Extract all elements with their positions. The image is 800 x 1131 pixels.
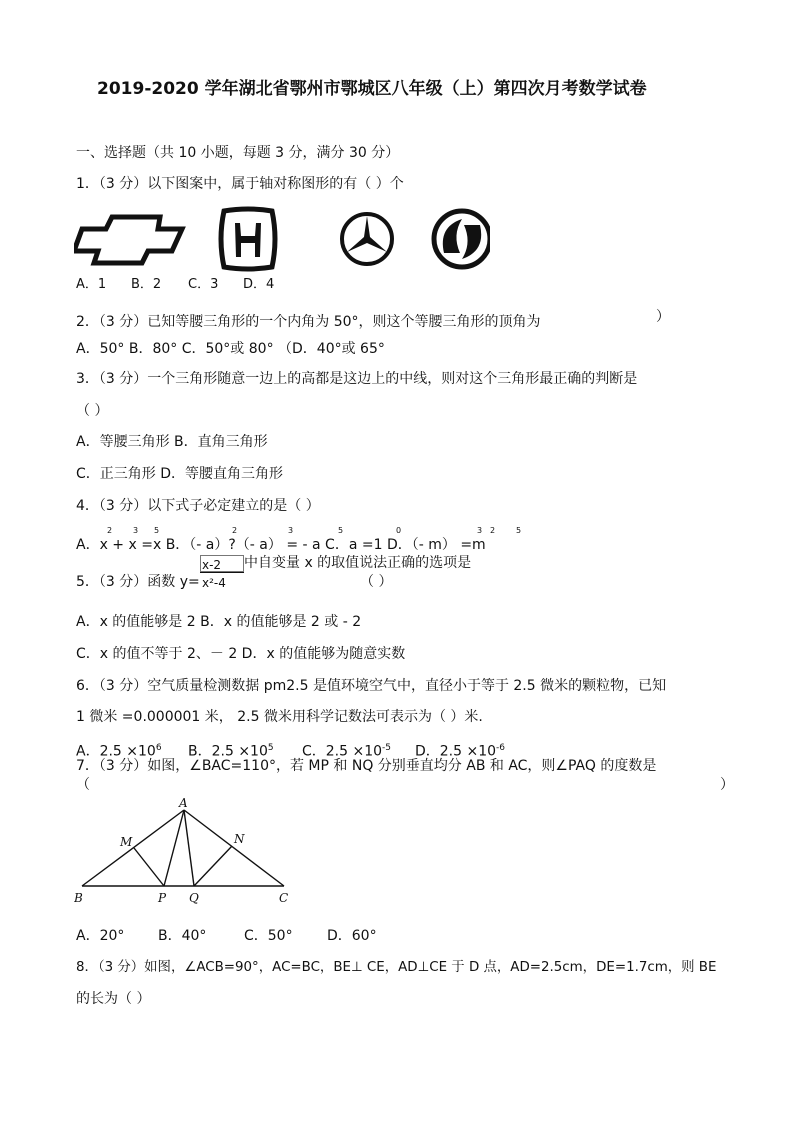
question-5-prefix: 5．（3 分）函数 y= — [76, 574, 200, 590]
swirl-logo-icon — [434, 211, 490, 267]
fraction-denominator: x²-4 — [202, 576, 226, 590]
q1-option-b: B．2 — [131, 277, 162, 292]
fraction-numerator: x-2 — [202, 558, 222, 572]
function-fraction — [200, 556, 244, 592]
q4-exp: 5 — [338, 526, 344, 535]
honda-logo-icon — [221, 209, 275, 269]
question-7-stem: 7．（3 分）如图，∠BAC=110°，若 MP 和 NQ 分别垂直均分 AB 和 AC，则∠PAQ 的度数是 — [76, 758, 657, 774]
label-m: M — [120, 835, 133, 849]
question-6-line1: 6．（3 分）空气质量检测数据 pm2.5 是值环境空气中，直径小于等于 2.5 微米的颗粒物，已知 — [76, 678, 667, 694]
question-1-figure — [74, 205, 490, 273]
q6-option-b: B．$2.5 \times 10^5$ — [188, 743, 274, 760]
question-2-paren: ） — [656, 309, 670, 325]
q4-exp: 0 — [396, 526, 402, 535]
section-header: 一、选择题（共 10 小题，每题 3 分，满分 30 分） — [76, 145, 400, 161]
question-2-stem: 2．（3 分）已知等腰三角形的一个内角为 50°，则这个等腰三角形的顶角为 — [76, 314, 541, 330]
question-7-paren-open: （ — [76, 777, 90, 793]
q4-exp: 5 — [516, 526, 522, 535]
q7-option-c: C．50° — [244, 928, 293, 944]
label-n: N — [234, 832, 245, 846]
q7-option-a: A．20° — [76, 928, 125, 944]
q6-option-c: C．$2.5 \times 10^{-5}$ — [302, 743, 392, 760]
q1-option-c: C．3 — [188, 277, 219, 292]
question-4-options: A．x + x =x B．（- a）?（- a） = - a C．a =1 D．（- m） =m — [76, 537, 486, 553]
question-8-line2: 的长为（ ） — [76, 991, 151, 1007]
question-3-options-ab: A．等腰三角形 B．直角三角形 — [76, 434, 268, 450]
label-b: B — [74, 891, 83, 905]
q4-exp: 3 — [133, 526, 139, 535]
triangle-figure — [74, 796, 294, 912]
question-5-suffix: 中自变量 x 的取值说法正确的选项是 — [244, 555, 472, 571]
q1-option-a: A．1 — [76, 277, 107, 292]
question-6-line2: 1 微米 =0.000001 米， 2.5 微米用科学记数法可表示为（ ）米. — [76, 709, 483, 725]
q4-exp: 2 — [490, 526, 496, 535]
question-2-options: A．50° B．80° C．50°或 80° （D．40°或 65° — [76, 341, 385, 357]
label-p: P — [158, 891, 167, 905]
q4-exp: 3 — [477, 526, 483, 535]
q4-exp: 5 — [154, 526, 160, 535]
q4-exp: 3 — [288, 526, 294, 535]
question-1-stem: 1．（3 分）以下图案中，属于轴对称图形的有（ ）个 — [76, 176, 404, 192]
question-8-line1: 8．（3 分）如图，∠ACB=90°，AC=BC，BE⊥ CE，AD⊥CE 于 D 点，AD=2.5cm，DE=1.7cm，则 BE — [76, 960, 717, 975]
q6-option-d: D．$2.5 \times 10^{-6}$ — [415, 743, 506, 760]
question-4-stem: 4．（3 分）以下式子必定建立的是（ ） — [76, 498, 320, 514]
label-q: Q — [189, 891, 199, 905]
q7-option-d: D．60° — [327, 928, 377, 944]
triangle-diagram — [74, 796, 294, 912]
q4-exp: 2 — [232, 526, 238, 535]
mercedes-logo-icon — [342, 214, 392, 264]
page-title: 2019-2020 学年湖北省鄂州市鄂城区八年级（上）第四次月考数学试卷 — [97, 79, 647, 99]
question-5-options-cd: C．x 的值不等于 2、－ 2 D．x 的值能够为随意实数 — [76, 646, 406, 662]
chevrolet-logo-icon — [74, 217, 182, 263]
label-c: C — [279, 891, 289, 905]
question-7-paren-close: ） — [720, 777, 734, 793]
question-3-blank: （ ） — [76, 403, 109, 419]
q1-option-d: D．4 — [243, 277, 275, 292]
question-3-stem: 3．（3 分）一个三角形随意一边上的高都是这边上的中线，则对这个三角形最正确的判断是 — [76, 371, 638, 387]
q7-option-b: B．40° — [158, 928, 207, 944]
q6-option-a: A．$2.5 \times 10^6$ — [76, 743, 162, 760]
label-a: A — [179, 796, 188, 810]
question-5-options-ab: A．x 的值能够是 2 B．x 的值能够是 2 或 - 2 — [76, 614, 362, 630]
question-3-options-cd: C．正三角形 D．等腰直角三角形 — [76, 466, 284, 482]
question-5-blank: （ ） — [360, 574, 393, 590]
q4-exp: 2 — [107, 526, 113, 535]
